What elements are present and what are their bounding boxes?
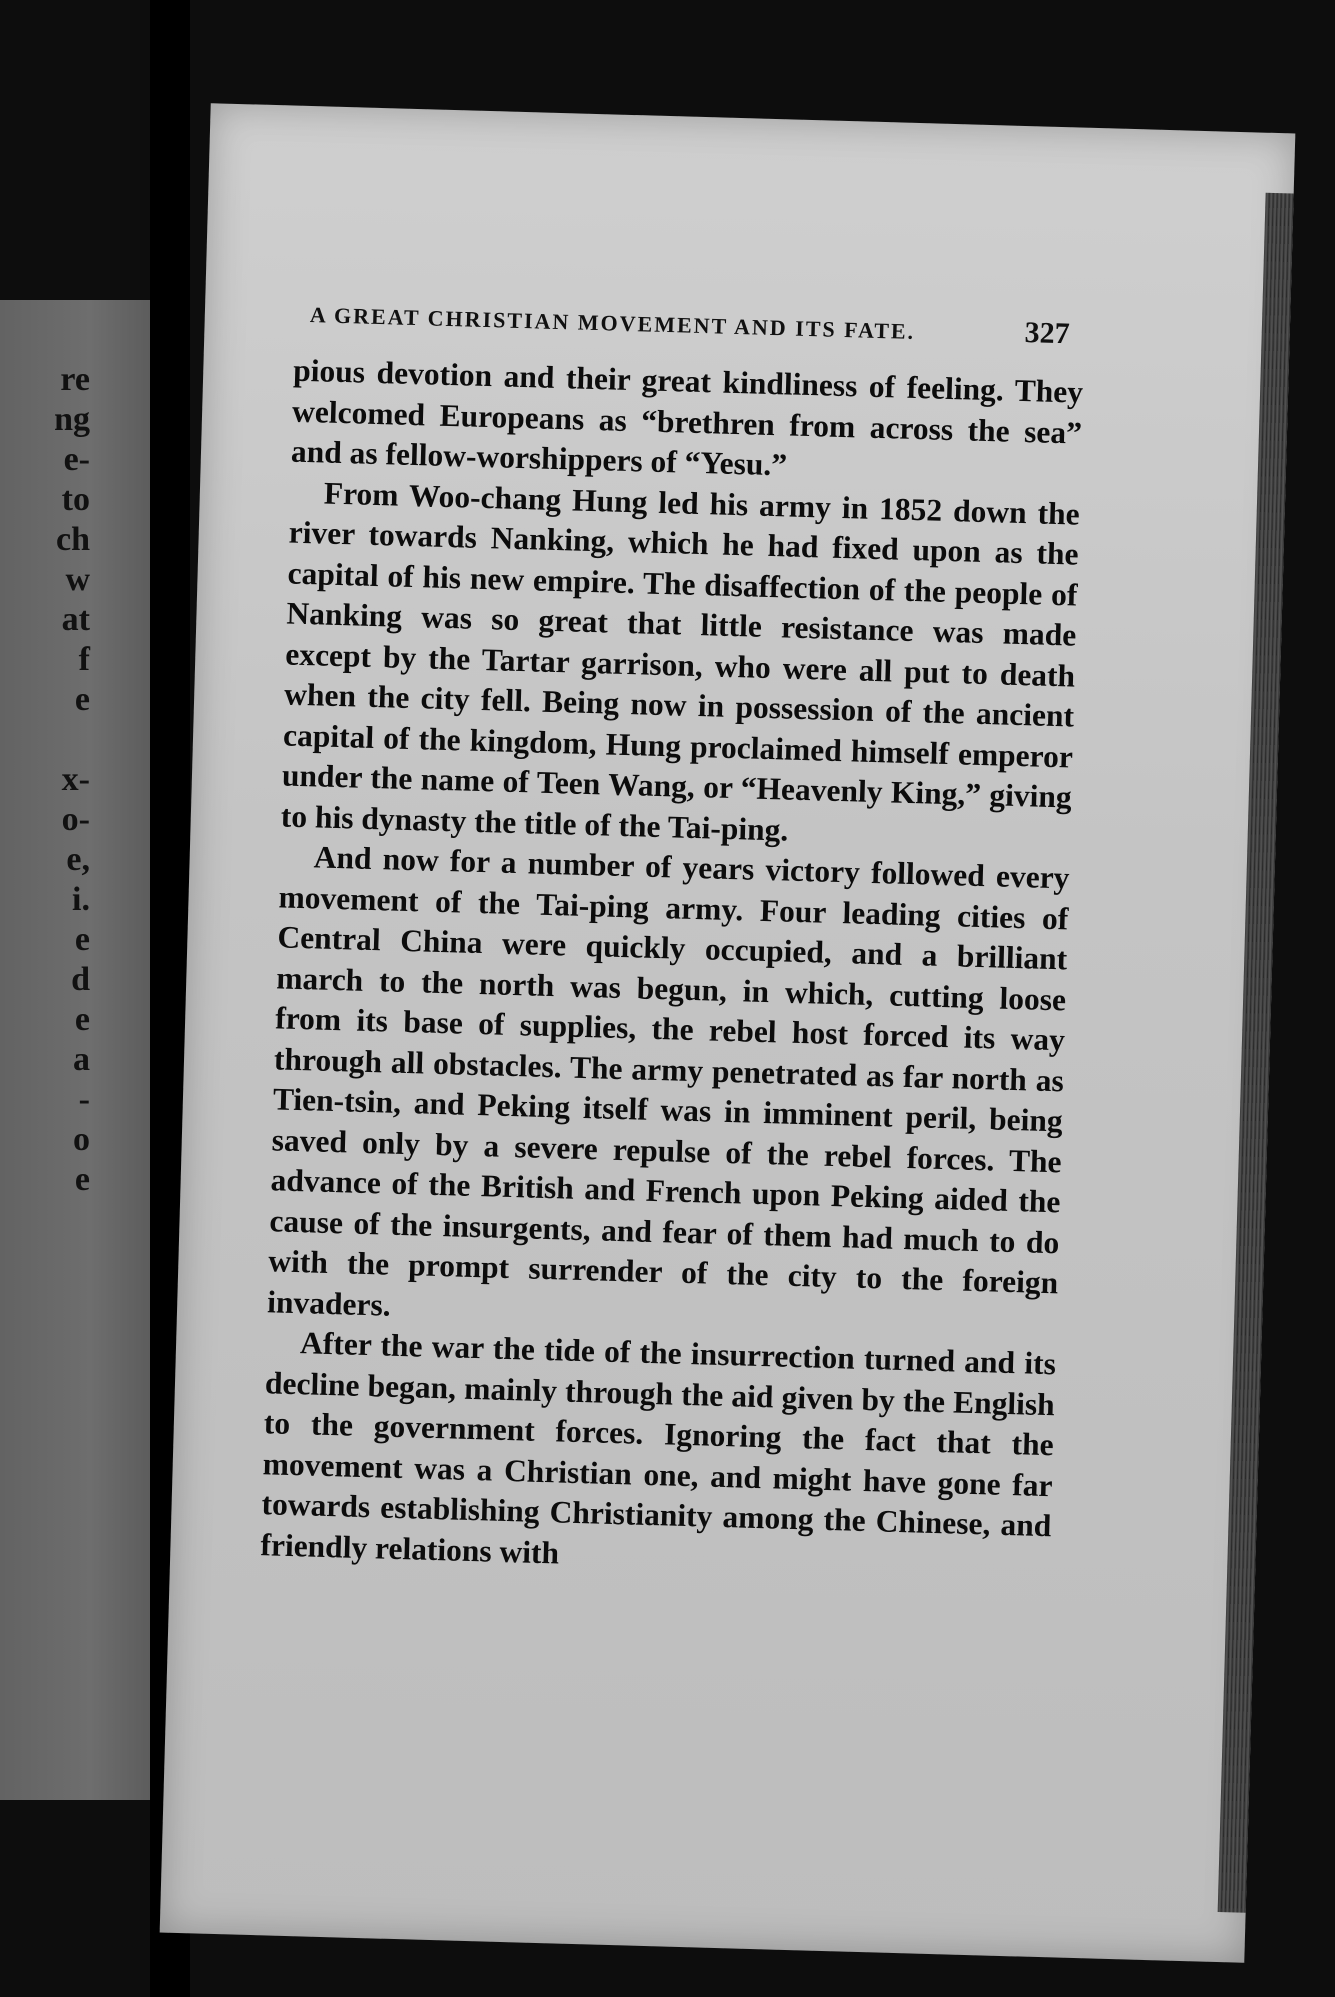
previous-page-text-fragments bbox=[0, 360, 90, 1200]
fragment: ch bbox=[56, 521, 90, 558]
paragraph: pious devotion and their great kindliness of feeling. They welcomed Europeans as “brethren from across the sea” and as fellow-worshippers of “Yesu.” bbox=[290, 352, 1084, 483]
body-text bbox=[260, 351, 1084, 1588]
fragment: - bbox=[78, 1081, 90, 1118]
fragment: a bbox=[73, 1041, 90, 1078]
fragment bbox=[0, 720, 90, 760]
fragment: ng bbox=[54, 401, 90, 438]
fragment: e- bbox=[63, 441, 90, 478]
paragraph: And now for a number of years victory followed every movement of the Tai-ping army. Four leading cities of Central China were quickly occupied, and a brilliant march to the north was begun, in which, cutting loose from its base of supplies, the rebel host forced its way through all obstacles. The army penetrated as far north as Tien-tsin, and Peking itself was in imminent peril, being saved only by a severe repulse of the rebel forces. The advance of the British and French upon Peking aided the cause of the insurgents, and fear of them had much to do with the prompt surrender of the city to the foreign invaders. bbox=[266, 839, 1070, 1323]
running-head: A GREAT CHRISTIAN MOVEMENT AND ITS FATE. bbox=[309, 302, 916, 344]
paragraph: From Woo-chang Hung led his army in 1852 down the river towards Nanking, which he had fixed upon as the capital of his new empire. The disaffection of the people of Nanking was so great that little resistance was made except by the Tartar garrison, who were all put to death when the city fell. Being now in possession of the ancient capital of the kingdom, Hung proclaimed himself emperor under the name of Teen Wang, or “Heavenly King,” giving to his dynasty the title of the Tai-ping. bbox=[280, 475, 1081, 848]
fragment: e bbox=[74, 921, 90, 958]
fragment: at bbox=[61, 601, 90, 638]
fragment: o bbox=[73, 1121, 90, 1158]
fragment: re bbox=[60, 361, 90, 398]
paragraph: After the war the tide of the insurrection turned and its decline began, mainly through the aid given by the English to the government forces. Ignoring the fact that the movement was a Christian one, and might have gone far towards establishing Christianity among the Chinese, and friendly relations with bbox=[260, 1325, 1057, 1570]
page-number: 327 bbox=[1024, 316, 1071, 351]
fragment: e bbox=[74, 1001, 90, 1038]
fragment: e bbox=[74, 681, 90, 718]
fragment: e, bbox=[66, 841, 90, 878]
page-stack-edge bbox=[1218, 193, 1294, 1913]
fragment: to bbox=[61, 481, 90, 518]
fragment: w bbox=[65, 561, 90, 598]
fragment: d bbox=[71, 961, 90, 998]
fragment: x- bbox=[61, 761, 90, 798]
fragment: i. bbox=[72, 881, 90, 918]
page-header bbox=[309, 296, 1070, 351]
fragment: e bbox=[74, 1161, 90, 1198]
book-page bbox=[160, 103, 1296, 1963]
fragment: f bbox=[78, 641, 90, 678]
fragment: o- bbox=[61, 801, 90, 838]
